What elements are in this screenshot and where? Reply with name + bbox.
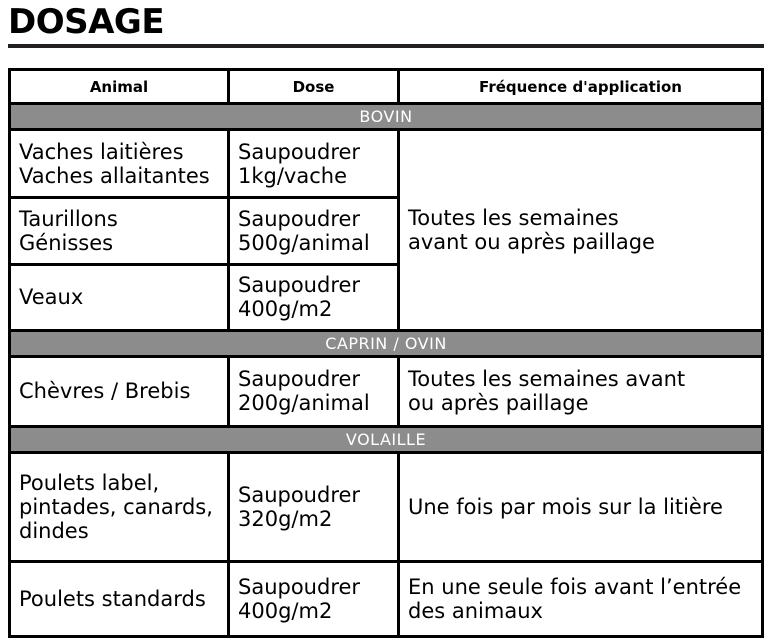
animal-cell: Poulets standards (10, 562, 229, 637)
header-animal: Animal (10, 70, 229, 104)
animal-cell: Chèvres / Brebis (10, 356, 229, 426)
table-row (10, 130, 763, 198)
section-label: BOVIN (10, 104, 763, 130)
table-row (10, 452, 763, 562)
dose-cell: Saupoudrer 400g/m2 (229, 264, 399, 330)
section-row-bovin (10, 104, 763, 130)
section-label: VOLAILLE (10, 426, 763, 452)
dosage-table (8, 68, 764, 638)
dose-cell: Saupoudrer 500g/animal (229, 198, 399, 264)
animal-cell: Poulets label, pintades, canards, dindes (10, 452, 229, 562)
table-row (10, 562, 763, 637)
animal-cell: Veaux (10, 264, 229, 330)
frequency-cell: Toutes les semaines avant ou après paillage (399, 130, 763, 331)
dose-cell: Saupoudrer 400g/m2 (229, 562, 399, 637)
header-frequency: Fréquence d'application (399, 70, 763, 104)
title-divider (8, 44, 764, 48)
dose-cell: Saupoudrer 1kg/vache (229, 130, 399, 198)
dose-cell: Saupoudrer 200g/animal (229, 356, 399, 426)
frequency-cell: Toutes les semaines avant ou après paillage (399, 356, 763, 426)
header-dose: Dose (229, 70, 399, 104)
animal-cell: Taurillons Génisses (10, 198, 229, 264)
frequency-cell: Une fois par mois sur la litière (399, 452, 763, 562)
section-label: CAPRIN / OVIN (10, 330, 763, 356)
page-title: DOSAGE (8, 2, 165, 42)
animal-cell: Vaches laitières Vaches allaitantes (10, 130, 229, 198)
table-row (10, 356, 763, 426)
section-row-volaille (10, 426, 763, 452)
dose-cell: Saupoudrer 320g/m2 (229, 452, 399, 562)
table-header-row (10, 70, 763, 104)
frequency-cell: En une seule fois avant l’entrée des animaux (399, 562, 763, 637)
section-row-caprin-ovin (10, 330, 763, 356)
